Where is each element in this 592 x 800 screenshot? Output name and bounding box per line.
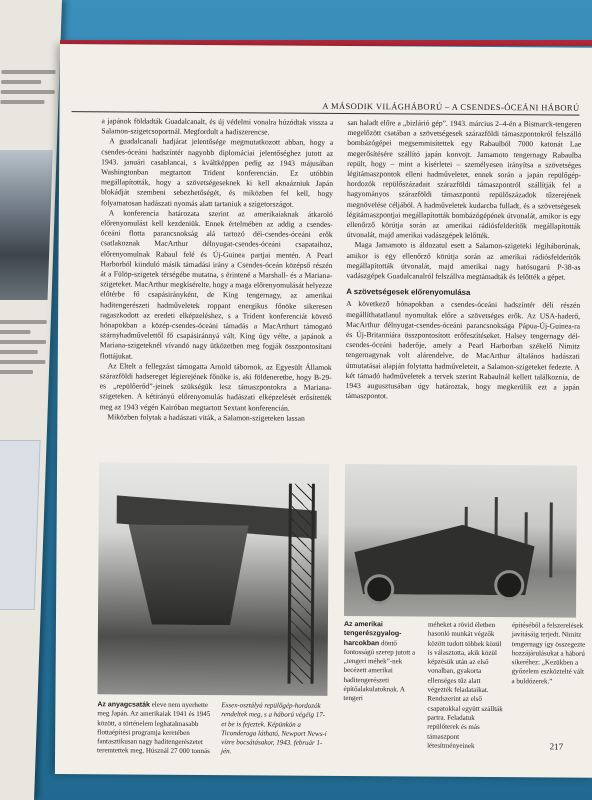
left-page-text-line xyxy=(0,360,45,364)
left-page-text-line xyxy=(0,320,47,324)
paragraph: A konferencia határozata szerint az amerikaiaknak átkaroló előrenyomulást kell kezdeniük. Ennek értelmében az addig a csendes-óceáni flotta parancsnokság alá tartozó déi-csendes-óceáni erők csatlakoznak MacArthur délnyugat-csendes-óceáni csapataihoz, előrenyomulnak Rabaul felé és Új-Guinea partjai mentén. A Pearl Harborból kiinduló másik támadási irány a Csendes-óceán középső részén át a Fülöp-szigetek térségébe mutatna, s érintené a Marshall- és a Mariana-szigeteket. MacArthur megkísérelte, hogy a maga előrenyomulását helyezze előtérbe fő csapásirányként, de King tengernagy, az amerikai haditengerészeti hadműveletek roppant energikus főnöke sikeresen ragaszkodott az eredeti elképzeléshez, s a Trident konferenciát követő hónapokban a közép-csendes-óceáni támadás a MacArthurt támogató szárnyhadművelettől fő csapásiránnyá vált. King úgy vélte, a japánok a Mariana-szigeteknél vívandó nagy ütközetben meg fogják összpontosítani flottájukat. xyxy=(99,208,333,361)
caption-carrier-cont: Essex-osztályú repülőgép-hordozók rendeltek meg, s a háború végéig 17-et be is fejeztek. Képünkön a Ticonderoga látható, Newport News-i vízre bocsátásakor, 1943. február 1-jén. xyxy=(221,701,327,756)
paragraph: A guadalcanali hadjárat jelentősége megmutatkozott abban, hogy a csendes-óceáni hadszíntér nagyobb diplomáciai jelentőséghez jutott az 1943. januári casablancai, s kváltképpen pedig az 1943 májusában Washingtonban megtartott Trident konferencián. Ez utóbbin megállapították, hogy a szövetségeseknek ki kell aknaázniuk Japán blokádját szembeni sebezhetőségét, és miközben fel kell, hogy folyamatosan hadászati nyomás alatt tartaniuk a szigetországot. xyxy=(100,136,334,209)
paragraph: san haladt előre a „bizlárió gép”. 1943. március 2–4-én a Bismarck-tengeren megelőzött csatában a szövetségesek szárazföldi támaszpontokról felszálló bombázógépei megsemmisítettek egy Rabaulból 7000 katonát Lae megerősítésére szállító japán konvojt. Jamamoto tengernagy Rabaulba repült, hogy – mint a kísérletei – személyesen irányítsa a szövetséges légitámaszpontok elleni hadműveletet, ennek során a japán repülőgép-hordozók repülőszázadait szárazföldi támaszpontról szállítják fel a hagyományos szárazföldi támaszpontú repülőszázadok tűzerejének megnövelése céljából. A hadműveletek kudarcba fulladt, és a szövetségesek légitámaszpontjai megállapították bombázógépének útvonalát, amikor is egy ellenőrző körútja során az amerikai rádiósfelderítők megállapították útvonalát, majd amerikai vadászgépek lelőtték. xyxy=(346,118,582,241)
left-page-text-line xyxy=(1,80,41,84)
left-page-text-line xyxy=(1,70,55,74)
left-page-text-line xyxy=(0,100,44,104)
caption-text: eleve nem nyerhette meg Japán. Az amerikaiak 1941 és 1945 között, a történelem leghatalmasabb flottaépítési programja keretében fantasztikusan nagy haditengerészetet teremtettek meg. Húsznál 27 000 tonnás xyxy=(97,700,211,756)
left-page-text-line xyxy=(0,340,46,344)
page-number: 217 xyxy=(549,741,564,752)
paragraph: A következő hónapokban a csendes-óceáni hadszíntér déli részén megállíthatatlanul nyomultak előre a szövetséges erők. Az USA-haderő, MacArthur délnyugat-csendes-óceáni parancsnoksága Pápua-Új-Guinea-ra és Új-Britanniára összpontosított erőfeszítéseket. Halsey tengernagy dél-csendes-óceáni haderője, amely a Pearl Harborban székelő Nimitz tengernagynak volt alárendelve, de MacArthur általános hadászati útmutatásai alapján folytatta hadműveleteit, a Salamon-szigeteket fedezte. A két támadó hadműveletek a tervek szerint Rabaulnál kellett találkoznia, de 1943 augusztusában úgy határoztak, hogy megkerülik ezt a japán támaszpontot. xyxy=(345,299,581,401)
caption-text: döntő fontosságú szerep jutott a „tengeri méhek”-nek becézett amerikai haditengerészeti építőalakulatoknak. A tengeri xyxy=(343,638,416,703)
wheel xyxy=(364,574,394,604)
caption-seabees xyxy=(343,620,422,704)
caption-lead: Az anyagcsaták xyxy=(97,701,150,709)
text-column-right xyxy=(346,118,582,403)
caption-seabees-end: építéséből a felszerelések javításáig terjedt. Nimitz tengernagy így összegezte hozzájárulásukat a háború sikeréhez: „Kezükben a győzelem eszköztelté vált a buldózerek.” xyxy=(511,621,586,686)
carrier-hull xyxy=(128,524,249,625)
caption-lead: Az amerikai tengerészgyalog-harcokban xyxy=(343,620,402,647)
left-page-map xyxy=(0,440,41,610)
left-page-text-line xyxy=(0,370,33,374)
paragraph: Maga Jamamoto is áldozatul esett a Salamon-szigeteki légiháborúnak, amikor is egy ellenőrző körútja során az amerikai rádiósfelderítők megállapították útvonalát, majd amerikai nagy hatósugarú P-38-as vadászgépek Guadalcanalról felszállva megtámadták és lelőtték a gépet. xyxy=(346,240,581,282)
left-page-photo xyxy=(0,150,53,300)
paragraph: Miközben folytak a hadászati viták, a Salamon-szigeteken lassan xyxy=(107,412,305,423)
caption-carrier xyxy=(97,700,215,757)
running-header xyxy=(72,96,580,116)
left-page-text-line xyxy=(1,90,55,94)
wheel xyxy=(494,570,524,600)
left-page-text-line xyxy=(0,350,38,354)
palm-tree xyxy=(549,502,553,577)
text-column-left xyxy=(99,116,333,424)
header-title: A MÁSODIK VILÁGHÁBORÚ – A CSENDES-ÓCEÁNI HÁBORÚ xyxy=(322,100,580,113)
paragraph: a japánok földadták Guadalcanalt, és új védelmi vonalra húzódtak vissza a Salamon-szigetcsoportnál. Megfordult a hadiszerencse. xyxy=(101,116,334,137)
book-page xyxy=(55,44,592,778)
caption-seabees-cont: méheket a rövid életben hasonló munkát végzők között tudott többek közül is választotta, akik közül képzésük után az első vonalban, gyakorta ellenséges tűz alatt végezték feladataikat. Rendszerint az első csapatokkal együtt szállták partra. Feladatuk repülőterek és más támaszpont létesítményeinek xyxy=(427,620,503,750)
paragraph: Az Eltelt a fellegzást támogatta Arnold tábornok, az Egyesült Államok szárazföldi hadsereget légierejének főnöke is, aki földeneretbe, hogy B-29-es „repülőerőd”-jeinek szükségük lesz támaszpontokra a Mariana-szigeteken. A kétirányú előrenyomulás hadászati elképzelését erősítették meg az 1943 végén Kairóban megtartott Sextant konferencián. xyxy=(99,361,332,413)
section-heading: A szövetségesek előrenyomulása xyxy=(346,287,471,298)
photo-seabees-bulldozer xyxy=(344,464,577,618)
crane-tower xyxy=(288,484,315,684)
left-page-text-line xyxy=(0,330,30,334)
photo-aircraft-carrier xyxy=(97,462,329,696)
